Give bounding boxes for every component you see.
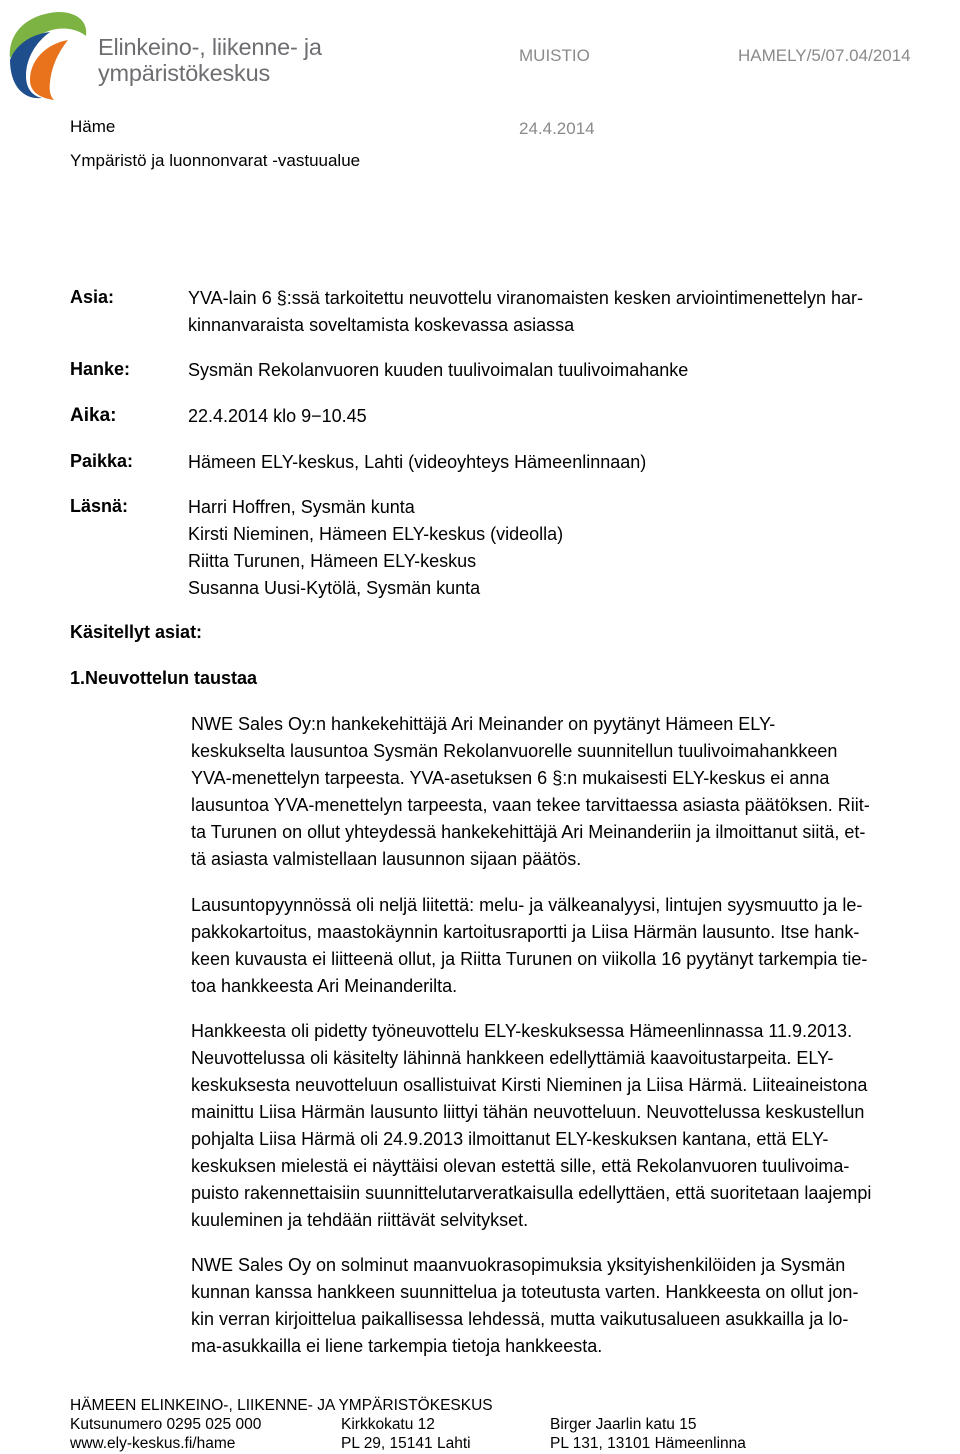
paragraph-line: keskuksen mielestä ei näyttäisi olevan estettä sille, että Rekolanvuoren tuulivoima- <box>191 1156 850 1176</box>
paragraph-line: kin verran kirjoittelua paikallisessa lehdessä, mutta vaikutusalueen asukkailla ja lo- <box>191 1309 849 1329</box>
footer-postal: PL 29, 15141 Lahti <box>341 1435 471 1452</box>
lasna-label: Läsnä: <box>70 496 129 516</box>
paragraph-2 <box>191 892 956 1000</box>
paragraph-3 <box>191 1018 956 1234</box>
hanke-label: Hanke: <box>70 359 131 379</box>
paragraph-line: keskukselta lausuntoa Sysmän Rekolanvuorelle suunnitellun tuulivoimahankkeen <box>191 741 838 761</box>
paragraph-4 <box>191 1252 956 1360</box>
doc-date: 24.4.2014 <box>519 119 595 138</box>
paragraph-line: NWE Sales Oy on solminut maanvuokrasopimuksia yksityishenkilöiden ja Sysmän <box>191 1255 846 1275</box>
ely-logo <box>6 10 90 100</box>
paragraph-line: keen kuvausta ei liitteenä ollut, ja Riitta Turunen on viikolla 16 pyytänyt tarkempia tie- <box>191 949 868 969</box>
doc-number: HAMELY/5/07.04/2014 <box>738 46 911 65</box>
footer-org: HÄMEEN ELINKEINO-, LIIKENNE- JA YMPÄRISTÖKESKUS <box>70 1397 493 1414</box>
org-name-line2: ympäristökeskus <box>98 60 270 86</box>
unit-name: Häme <box>70 117 116 136</box>
paragraph-line: tä asiasta valmistellaan lausunnon sijaan päätös. <box>191 849 582 869</box>
paragraph-line: NWE Sales Oy:n hankekehittäjä Ari Meinander on pyytänyt Hämeen ELY- <box>191 714 776 734</box>
asia-line-1: YVA-lain 6 §:ssä tarkoitettu neuvottelu viranomaisten kesken arviointimenettelyn har- <box>188 288 864 308</box>
paragraph-line: YVA-menettelyn tarpeesta. YVA-asetuksen 6 §:n mukaisesti ELY-keskus ei anna <box>191 768 830 788</box>
paragraph-line: ta Turunen on ollut yhteydessä hankekehittäjä Ari Meinanderiin ja ilmoittanut siitä, et- <box>191 822 866 842</box>
paragraph-1 <box>191 711 956 873</box>
logo-orange-leaf <box>30 40 68 100</box>
doc-type: MUISTIO <box>519 46 590 65</box>
footer-web: www.ely-keskus.fi/hame <box>70 1435 236 1452</box>
section-heading: 1.Neuvottelun taustaa <box>70 668 258 688</box>
aika-label: Aika: <box>70 405 117 426</box>
paragraph-line: toa hankkeesta Ari Meinanderilta. <box>191 976 458 996</box>
hanke-value: Sysmän Rekolanvuoren kuuden tuulivoimalan tuulivoimahanke <box>188 360 689 380</box>
paikka-label: Paikka: <box>70 451 134 471</box>
topics-heading: Käsitellyt asiat: <box>70 622 203 642</box>
footer-postal: PL 131, 13101 Hämeenlinna <box>550 1435 746 1452</box>
attendee: Riitta Turunen, Hämeen ELY-keskus <box>188 551 477 571</box>
footer-street: Kirkkokatu 12 <box>341 1416 435 1433</box>
attendee-list <box>188 494 563 602</box>
paragraph-line: kunnan kanssa hankkeen suunnittelua ja toteutusta varten. Hankkeesta on ollut jon- <box>191 1282 859 1302</box>
paragraph-line: puisto rakennettaisiin suunnittelutarveratkaisulla edellyttäen, että suoritetaan laajempi <box>191 1183 872 1203</box>
attendee: Kirsti Nieminen, Hämeen ELY-keskus (videolla) <box>188 524 564 544</box>
footer-street: Birger Jaarlin katu 15 <box>550 1416 697 1433</box>
org-name-line1: Elinkeino-, liikenne- ja <box>98 34 322 60</box>
unit-area: Ympäristö ja luonnonvarat -vastuualue <box>70 151 361 170</box>
org-name <box>98 34 322 86</box>
paragraph-line: pohjalta Liisa Härmä oli 24.9.2013 ilmoittanut ELY-keskuksen kantana, että ELY- <box>191 1129 829 1149</box>
paragraph-line: kuuleminen ja tehdään riittävät selvitykset. <box>191 1210 529 1230</box>
paragraph-line: pakkokartoitus, maastokäynnin kartoitusraportti ja Liisa Härmän lausunto. Itse hank- <box>191 922 860 942</box>
paragraph-line: keskuksesta neuvotteluun osallistuivat Kirsti Nieminen ja Liisa Härmä. Liiteaineistona <box>191 1075 868 1095</box>
footer-address-hameenlinna <box>550 1415 746 1453</box>
asia-value <box>188 285 958 339</box>
paikka-value: Hämeen ELY-keskus, Lahti (videoyhteys Hämeenlinnaan) <box>188 452 647 472</box>
paragraph-line: ma-asukkailla ei liene tarkempia tietoja hankkeesta. <box>191 1336 603 1356</box>
footer-phone: Kutsunumero 0295 025 000 <box>70 1416 262 1433</box>
paragraph-line: mainittu Liisa Härmän lausunto liittyi tähän neuvotteluun. Neuvottelussa keskustellun <box>191 1102 865 1122</box>
attendee: Harri Hoffren, Sysmän kunta <box>188 497 415 517</box>
asia-line-2: kinnanvaraista soveltamista koskevassa asiassa <box>188 315 575 335</box>
paragraph-line: Lausuntopyynnössä oli neljä liitettä: melu- ja välkeanalyysi, lintujen syysmuutto ja le- <box>191 895 863 915</box>
paragraph-line: Neuvottelussa oli käsitelty lähinnä hankkeen edellyttämiä kaavoitustarpeita. ELY- <box>191 1048 834 1068</box>
aika-value: 22.4.2014 klo 9−10.45 <box>188 406 367 426</box>
footer-address-lahti <box>341 1415 471 1453</box>
asia-label: Asia: <box>70 287 115 307</box>
paragraph-line: lausuntoa YVA-menettelyn tarpeesta, vaan tekee tarvittaessa asiasta päätöksen. Riit- <box>191 795 870 815</box>
attendee: Susanna Uusi-Kytölä, Sysmän kunta <box>188 578 481 598</box>
paragraph-line: Hankkeesta oli pidetty työneuvottelu ELY-keskuksessa Hämeenlinnassa 11.9.2013. <box>191 1021 853 1041</box>
